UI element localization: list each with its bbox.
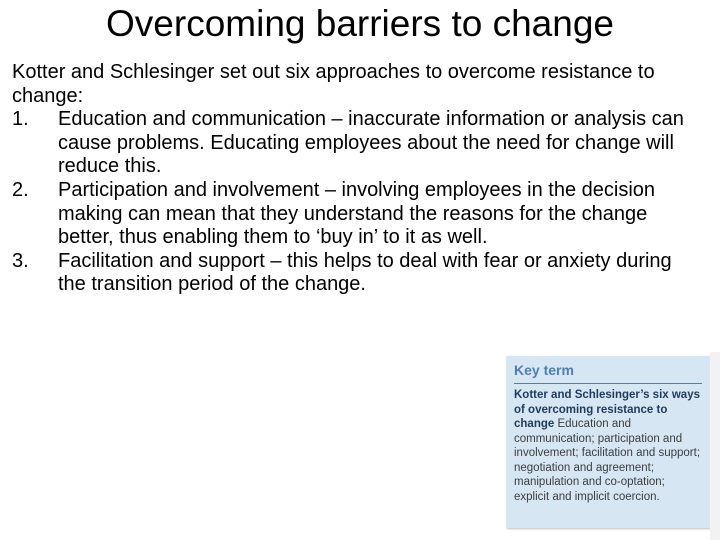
key-term-body [514, 388, 702, 504]
key-term-definition: Education and communication; participation and involvement; facilitation and support; negotiation and agreement; manipulation and co-optation; explicit and implicit coercion. [514, 418, 701, 503]
list-item-text: Participation and involvement – involving employees in the decision making can mean that they understand the reasons for the change better, thus enabling them to ‘buy in’ to it as well. [58, 178, 656, 249]
key-term-box [506, 356, 710, 528]
intro-text: Kotter and Schlesinger set out six approaches to overcome resistance to change: [12, 61, 655, 107]
approach-list [12, 108, 702, 297]
list-item-text: Education and communication – inaccurate information or analysis can cause problems. Educating employees about the need for change will reduce this. [58, 108, 684, 178]
page-edge-strip [710, 352, 720, 540]
list-item-number: 2. [12, 178, 29, 201]
slide-body [12, 61, 702, 297]
list-item [12, 108, 702, 179]
key-term-divider [514, 383, 702, 384]
key-term-name: Kotter and Schlesinger’s six ways of overcoming resistance to change [514, 389, 700, 430]
list-item-number: 1. [12, 108, 29, 131]
list-item-number: 3. [12, 249, 29, 272]
list-item [12, 250, 702, 297]
slide-title: Overcoming barriers to change [106, 3, 614, 44]
key-term-heading: Key term [514, 362, 574, 378]
list-item [12, 179, 702, 250]
list-item-text: Facilitation and support – this helps to deal with fear or anxiety during the transition period of the change. [58, 249, 672, 296]
